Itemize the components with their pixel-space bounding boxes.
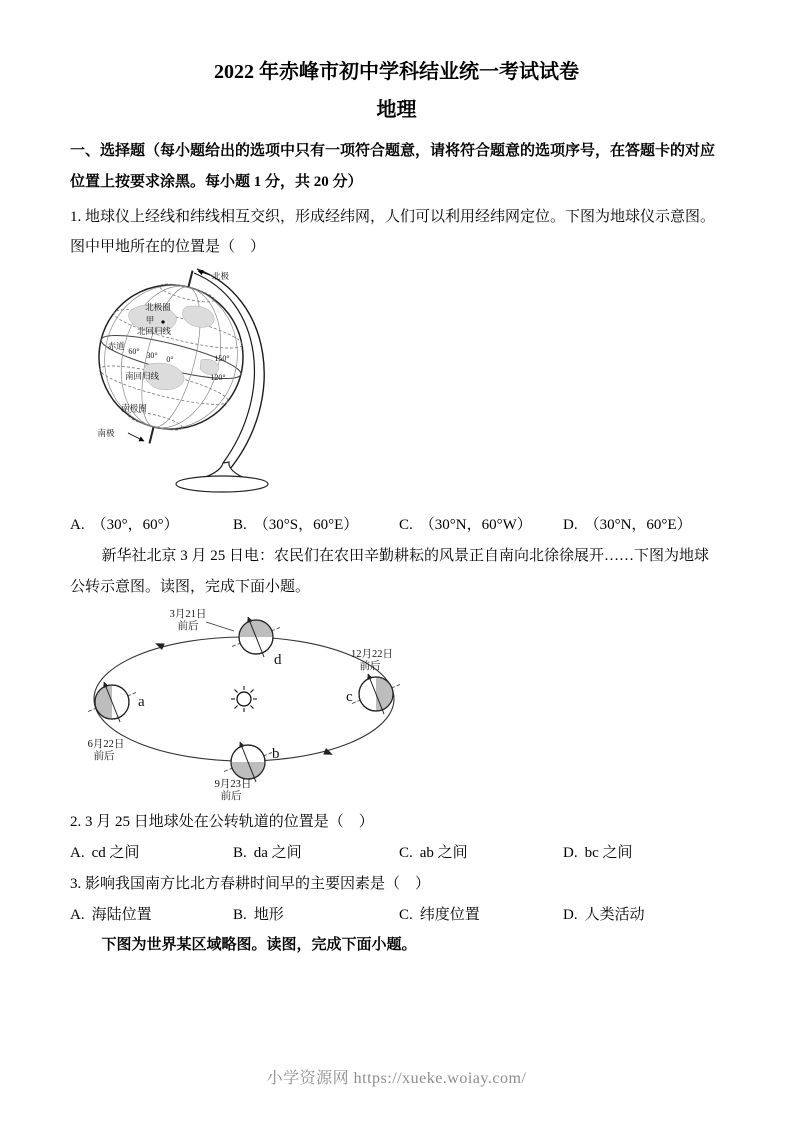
orbit-point-b: b bbox=[272, 746, 280, 763]
south-pole-arrow bbox=[128, 433, 144, 441]
date-winter-suffix: 前后 bbox=[359, 661, 381, 673]
intro-paragraph-region-map: 下图为世界某区域略图。读图，完成下面小题。 bbox=[101, 937, 417, 954]
date-spring: 3月21日 bbox=[169, 609, 207, 621]
option-label: B. bbox=[233, 517, 247, 533]
option-label: A. bbox=[70, 517, 85, 533]
option-text: （30°N，60°E） bbox=[584, 517, 692, 533]
question-1-text: 1. 地球仪上经线和纬线相互交织，形成经纬网，人们可以利用经纬网定位。下图为地球仪示意图。图中甲地所在的位置是（ ） bbox=[70, 208, 716, 256]
globe-figure bbox=[76, 265, 723, 510]
tropic-of-capricorn-label: 南回归线 bbox=[124, 371, 160, 381]
date-autumn: 9月23日 bbox=[214, 779, 252, 791]
q3-option-d bbox=[563, 900, 723, 931]
earth-spring-equinox bbox=[232, 617, 280, 657]
q1-option-c bbox=[399, 510, 563, 541]
degree-mark: 0° bbox=[166, 355, 174, 364]
option-text: （30°S，60°E） bbox=[253, 517, 359, 533]
antarctic-circle-label: 南极圈 bbox=[121, 403, 147, 413]
globe-stand-base bbox=[176, 462, 268, 492]
q1-option-b bbox=[233, 510, 399, 541]
q2-option-b bbox=[233, 838, 399, 869]
tropic-of-cancer-label: 北回归线 bbox=[136, 326, 172, 336]
option-text: 海陆位置 bbox=[91, 906, 152, 923]
earth-summer-solstice bbox=[88, 682, 136, 722]
question-3-options bbox=[70, 900, 723, 931]
question-2-text: 2. 3 月 25 日地球处在公转轨道的位置是（ ） bbox=[70, 814, 374, 831]
date-winter: 12月22日 bbox=[351, 649, 393, 661]
orbit-point-a: a bbox=[138, 694, 145, 711]
degree-mark: 120° bbox=[210, 373, 226, 382]
q3-option-a bbox=[70, 900, 233, 931]
date-autumn-suffix: 前后 bbox=[220, 791, 242, 803]
date-summer: 6月22日 bbox=[87, 739, 125, 751]
degree-mark: 30° bbox=[146, 351, 158, 360]
date-summer-suffix: 前后 bbox=[93, 751, 115, 763]
option-label: D. bbox=[563, 517, 578, 533]
option-label: D. bbox=[563, 906, 578, 923]
intro-paragraph-orbit: 新华社北京 3 月 25 日电：农民们在农田辛勤耕耘的风景正自南向北徐徐展开……下图为地球公转示意图。读图，完成下面小题。 bbox=[70, 547, 710, 595]
option-text: 人类活动 bbox=[584, 906, 645, 923]
spring-label-leader bbox=[206, 622, 234, 631]
subject-title: 地理 bbox=[376, 99, 417, 121]
option-text: 纬度位置 bbox=[419, 906, 480, 923]
option-text: 地形 bbox=[253, 906, 284, 923]
degree-mark: 150° bbox=[214, 354, 230, 363]
q2-option-a bbox=[70, 838, 233, 869]
sun-icon bbox=[231, 686, 257, 712]
arctic-circle-label: 北极圈 bbox=[145, 302, 171, 312]
north-pole-label: 北极 bbox=[212, 271, 230, 281]
question-1-options bbox=[70, 510, 723, 541]
question-3-text: 3. 影响我国南方比北方春耕时间早的主要因素是（ ） bbox=[70, 875, 431, 892]
option-label: B. bbox=[233, 906, 247, 923]
option-text: （30°N，60°W） bbox=[419, 517, 532, 533]
option-label: B. bbox=[233, 845, 247, 861]
orbit-figure bbox=[76, 604, 723, 807]
page-title: 2022 年赤峰市初中学科结业统一考试试卷 bbox=[214, 61, 579, 83]
question-2-options bbox=[70, 838, 723, 869]
footer-watermark: 小学资源网 https://xueke.woiay.com/ bbox=[266, 1070, 527, 1087]
option-text: ab 之间 bbox=[419, 845, 468, 861]
section-heading: 一、选择题（每小题给出的选项中只有一项符合题意，请将符合题意的选项序号，在答题卡的对应位置上按要求涂黑。每小题 1 分，共 20 分） bbox=[70, 143, 716, 190]
option-text: bc 之间 bbox=[584, 845, 633, 861]
option-label: A. bbox=[70, 906, 85, 923]
orbit-figure-svg bbox=[76, 604, 408, 802]
point-jia-dot bbox=[161, 320, 164, 323]
date-spring-suffix: 前后 bbox=[177, 621, 199, 633]
option-text: da 之间 bbox=[253, 845, 302, 861]
degree-mark: 60° bbox=[128, 347, 140, 356]
option-label: C. bbox=[399, 517, 413, 533]
equator-label: 赤道 bbox=[107, 341, 125, 351]
q2-option-d bbox=[563, 838, 723, 869]
south-pole-label: 南极 bbox=[97, 428, 115, 438]
q1-option-d bbox=[563, 510, 723, 541]
option-label: C. bbox=[399, 845, 413, 861]
orbit-point-c: c bbox=[346, 689, 353, 706]
option-label: C. bbox=[399, 906, 413, 923]
option-text: cd 之间 bbox=[91, 845, 140, 861]
earth-autumn-equinox bbox=[224, 742, 272, 782]
orbit-point-d: d bbox=[274, 652, 282, 669]
option-text: （30°，60°） bbox=[91, 517, 179, 533]
globe-figure-svg bbox=[76, 265, 278, 505]
q3-option-c bbox=[399, 900, 563, 931]
option-label: A. bbox=[70, 845, 85, 861]
option-label: D. bbox=[563, 845, 578, 861]
q1-option-a bbox=[70, 510, 233, 541]
q2-option-c bbox=[399, 838, 563, 869]
q3-option-b bbox=[233, 900, 399, 931]
point-jia-label: 甲 bbox=[145, 315, 155, 325]
